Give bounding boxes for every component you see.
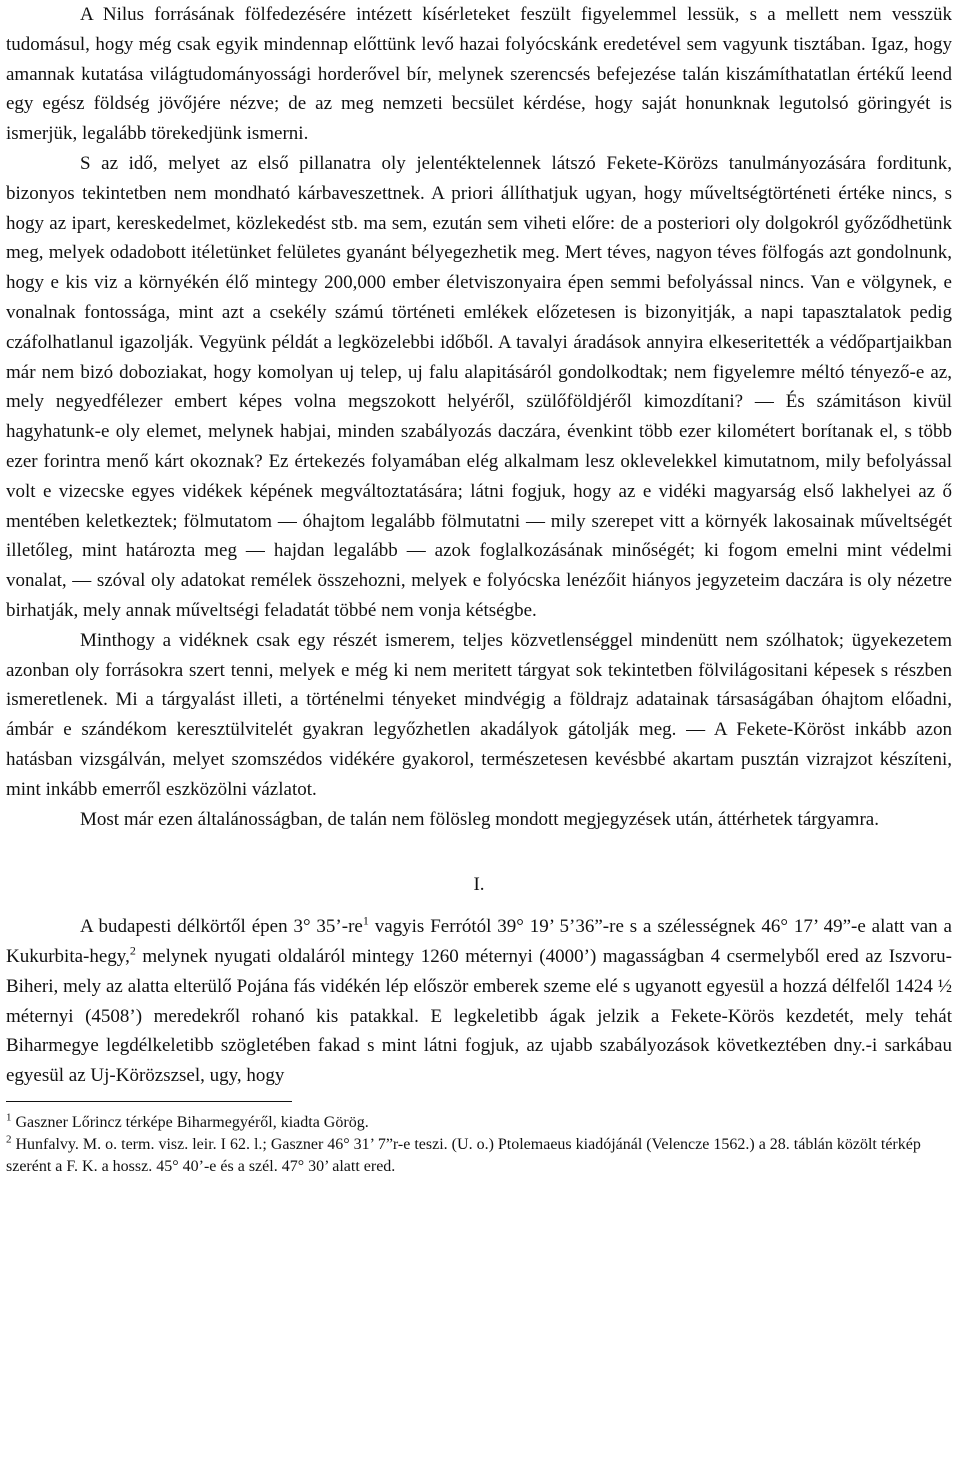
paragraph-most-mar: Most már ezen általánosságban, de talán nem fölösleg mondott megjegyzések után, áttérhetek tárgyamra. bbox=[80, 808, 879, 830]
footnote-mark-2: 2 bbox=[6, 1133, 12, 1146]
paragraph-budapesti-part2: vagyis Ferrótól 39° 19’ 5’36”-re s a szélességnek 46° 17’ 49”-e alatt van a Kukurbita-hegy, bbox=[6, 916, 952, 967]
footnote-text-1: Gaszner Lőrincz térképe Biharmegyéről, kiadta Görög. bbox=[11, 1113, 369, 1131]
footnote-divider bbox=[6, 1101, 292, 1102]
section-heading: I. bbox=[473, 874, 485, 896]
footnote-ref-1[interactable]: 1 bbox=[362, 913, 369, 928]
paragraph-budapesti-part3: melynek nyugati oldaláról mintegy 1260 méternyi (4000’) magasságban 4 csermelyből ered az Iszvoru-Biheri, mely az alatta elterülő Pojána fás vidékén lép először emberek szeme elé s ugyanott egyesül a hozzá délfelől 1424 ½ méternyi (4508’) meredekről rohanó kis patakkal. E legkeletibb ágak jelzik a Fekete-Körös kezdetét, mely tehát Biharmegye legdélkeletibb szögletében fakad s mint látni fogjuk, az ujabb szabályozások következtében dny.-i sarkábau egyesül az Uj-Körözszsel, ugy, hogy bbox=[6, 945, 952, 1087]
footnotes bbox=[6, 1112, 952, 1178]
paragraph-budapesti-part1: A budapesti délkörtől épen 3° 35’-re bbox=[80, 916, 363, 938]
paragraph-budapesti bbox=[6, 912, 952, 1091]
paragraph-fekete-korozs: S az idő, melyet az első pillanatra oly jelentéktelennek látszó Fekete-Körözs tanulmányozására forditunk, bizonyos tekintetben nem mondható kárbaveszettnek. A priori állíthatjuk ugyan, hogy műveltségtörténeti értéke nincs, s hogy az ipart, kereskedelmet, közlekedést stb. ma sem, ezután sem viheti előre: de a posteriori oly dolgokról győződhetünk meg, melyek odadobott itéletünket felületes gyanánt bélyegezhetik meg. Mert téves, nagyon téves fölfogás azt gondolnunk, hogy e kis viz a környékén élő mintegy 200,000 ember életviszonyaira épen semmi befolyással nincs. Van e völgynek, e vonalnak fontossága, mint azt a csekély számú történeti emlékek előzetesen is bizonyitják, a napi tapasztalatok pedig czáfolhatlanul igazolják. Vegyünk példát a legközelebbi időből. A tavalyi áradások annyira elkeseritették a védőpartjaikban már nem bizó doboziakat, hogy komolyan uj telep, uj falu alapitásáról gondolkodtak; nem figyelemre méltó tényező-e az, mely negyedfélezer embert képes volna megszokott helyéről, szülőföldjéről kimozdítani? — És számitáson kivül hagyhatunk-e oly elemet, melynek habjai, minden szabályozás daczára, évenkint több ezer kilométert borítanak el, s több ezer forintra menő kárt okoznak? Ez értekezés folyamában elég alkalmam lesz oklevelekkel kimutatnom, mily befolyással volt e vizecske egyes vidékek képének megváltoztatására; látni fogjuk, hogy az e vidéki magyarság első lakhelyei az ő mentében keletkeztek; fölmutatom — óhajtom legalább fölmutatni — mily szerepet vitt a környék lakosainak műveltségét illetőleg, mint határozta meg — hajdan legalább — azok foglalkozásának minőségét; ki fogom emelni mint védelmi vonalat, — szóval oly adatokat remélek összehozni, melyek e folyócska lenézőit hiányos jegyzeteim daczára is oly nézetre birhatják, mely annak műveltségi feladatát többé nem vonja kétségbe. bbox=[6, 152, 952, 621]
body-text bbox=[6, 0, 952, 1091]
footnote-mark-1: 1 bbox=[6, 1111, 12, 1124]
footnote-2 bbox=[6, 1134, 952, 1178]
footnote-text-2: Hunfalvy. M. o. term. visz. leir. I 62. l.; Gaszner 46° 31’ 7”r-e teszi. (U. o.) Ptolemaeus kiadójánál (Velencze 1562.) a 28. táblán közölt térkép szerént a F. K. a hossz. 45° 40’-e és a szél. 47° 30’ alatt ered. bbox=[6, 1135, 921, 1175]
paragraph-nilus: A Nilus forrásának fölfedezésére intézett kísérleteket feszült figyelemmel lessük, s a mellett nem vesszük tudomásul, hogy még csak egyik mindennap előttünk levő hazai folyócskánk eredetével sem vagyunk tisztában. Igaz, hogy amannak kutatása világtudományossági horderővel bír, melynek szerencsés befejezése talán kiszámíthatatlan értékű leend egy egész földség jövőjére nézve; de az meg nemzeti becsület kérdése, hogy saját honunknak legutolsó göringyét is ismerjük, legalább törekedjünk ismerni. bbox=[6, 4, 952, 145]
footnote-1 bbox=[6, 1112, 952, 1134]
footnote-ref-2[interactable]: 2 bbox=[129, 943, 136, 958]
paragraph-minthogy: Minthogy a vidéknek csak egy részét ismerem, teljes közvetlenséggel mindenütt nem szólhatok; ügyekezetem azonban oly forrásokra szert tenni, melyek e még ki nem meritett tárgyat sok tekintetben fölvilágositani képesek s részben ismeretlenek. Mi a tárgyalást illeti, a történelmi tényeket mindvégig a földrajz adatainak társaságában óhajtom előadni, ámbár e szándékom keresztülvitelét gyakran legyőzhetlen akadályok gátolják meg. — A Fekete-Köröst inkább azon hatásban vizsgálván, melyet szomszédos vidékére gyakorol, természetesen kevésbbé akartam pusztán vizrajzot készíteni, mint inkább emerről eszközölni vázlatot. bbox=[6, 629, 952, 800]
